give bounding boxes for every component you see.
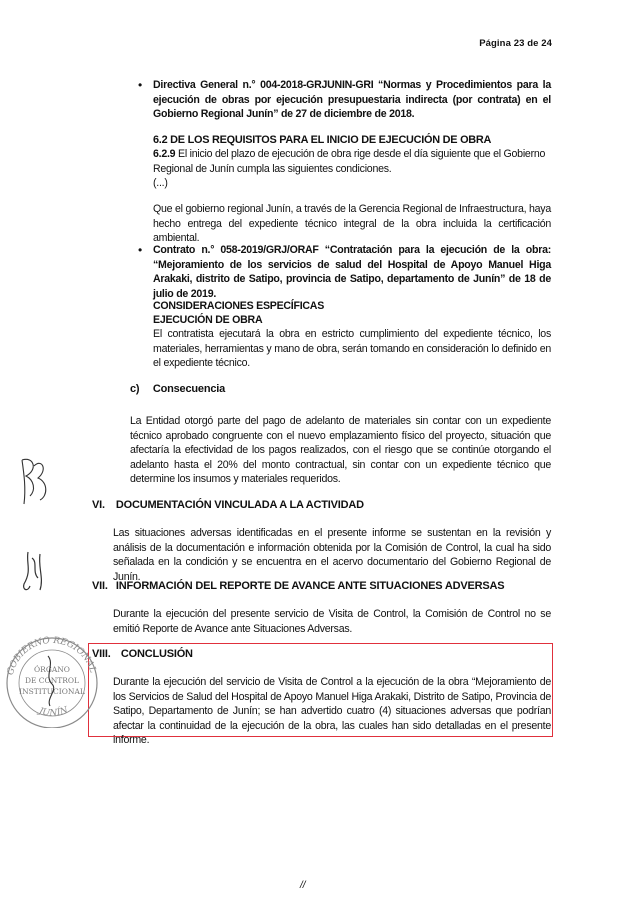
- section-viii-heading: [92, 648, 193, 660]
- section-vi-number: VI.: [92, 499, 105, 511]
- execution-text: El contratista ejecutará la obra en estricto cumplimiento del expediente técnico, los materiales, herramientas y mano de obra, serán tomando en consideración lo definido en el expediente técnico.: [153, 328, 551, 369]
- consecuencia-text: La Entidad otorgó parte del pago de adelanto de materiales sin contar con un expediente técnico aprobado congruente con el nuevo emplazamiento físico del proyecto, situación que afectaría la efectividad de los pagos realizados, con el riesgo que se continúe otorgando el adelanto hasta el 20% del monto contractual, sin contar con un expediente técnico que determine los insumos y materiales requeridos.: [130, 415, 551, 485]
- section-vii-text: Durante la ejecución del presente servicio de Visita de Control, la Comisión de Control no se emitió Reporte de Avance ante Situaciones Adversas.: [113, 608, 551, 635]
- section-vii-number: VII.: [92, 580, 108, 592]
- seal-ring-top: GOBIERNO REGIONAL: [5, 635, 98, 677]
- consecuencia-heading: [130, 383, 225, 395]
- seal-line-2: DE CONTROL: [24, 676, 80, 685]
- directiva-item-number: 6.2.9: [153, 148, 176, 160]
- section-vii-title: INFORMACIÓN DEL REPORTE DE AVANCE ANTE SITUACIONES ADVERSAS: [115, 580, 505, 592]
- consecuencia-title: Consecuencia: [152, 383, 226, 395]
- seal-ring-bottom: JUNÍN: [37, 705, 70, 719]
- directiva-item: [153, 147, 551, 176]
- considerations-title: CONSIDERACIONES ESPECÍFICAS: [153, 300, 325, 312]
- directiva-note: Que el gobierno regional Junín, a través de la Gerencia Regional de Infraestructura, haya hecho entrega del expediente técnico integral de la obra incluida la certificación ambiental.: [153, 203, 551, 244]
- institutional-seal: [0, 628, 100, 728]
- directiva-item-text: El inicio del plazo de ejecución de obra rige desde el día siguiente que el Gobierno Regional de Junín cumpla las siguientes condiciones.: [153, 148, 546, 175]
- handwritten-initials-1: [14, 452, 54, 510]
- section-vi-text: Las situaciones adversas identificadas en el presente informe se sustentan en la revisión y análisis de la documentación e información obtenida por la Comisión de Control, la cual ha sido señalada en la condición y se encuentra en el acervo documentario del Gobierno Regional de Junín.: [113, 527, 551, 583]
- directiva-text: Directiva General n.° 004-2018-GRJUNIN-GRI “Normas y Procedimientos para la ejecución de obras por ejecución presupuestaria indirecta (por contrata) en el Gobierno Regional Junín” de 27 de diciembre de 2018.: [153, 79, 551, 120]
- section-viii-text: Durante la ejecución del servicio de Visita de Control a la ejecución de la obra “Mejoramiento de los Servicios de Salud del Hospital de Apoyo Manuel Higa Arakaki, Distrito de Satipo, Provincia de Satipo, Departamento de Junín; se han advertido cuatro (4) situaciones adversas que podrían afectar la continuidad de la ejecución de la obra, las cuales han sido detalladas en el presente informe.: [113, 676, 551, 746]
- execution-title: EJECUCIÓN DE OBRA: [153, 314, 263, 326]
- section-viii-number: VIII.: [92, 648, 111, 660]
- section-vii-heading: [92, 580, 504, 592]
- section-viii-title: CONCLUSIÓN: [120, 648, 193, 660]
- section-vi-title: DOCUMENTACIÓN VINCULADA A LA ACTIVIDAD: [115, 499, 364, 511]
- seal-line-1: ÓRGANO: [34, 665, 70, 674]
- footer-mark: //: [300, 880, 306, 891]
- directiva-ellipsis: (...): [153, 177, 168, 189]
- bullet-directiva: •: [138, 78, 143, 92]
- page-number: Página 23 de 24: [479, 38, 552, 49]
- consecuencia-label: c): [130, 383, 140, 395]
- bullet-contrato: •: [138, 243, 143, 257]
- handwritten-initials-2: [18, 548, 48, 596]
- directiva-section-title: 6.2 DE LOS REQUISITOS PARA EL INICIO DE EJECUCIÓN DE OBRA: [153, 134, 492, 146]
- contrato-text: Contrato n.° 058-2019/GRJ/ORAF “Contratación para la ejecución de la obra: “Mejoramiento de los servicios de salud del Hospital de Apoyo Manuel Higa Arakaki, distrito de Satipo, provincia de Satipo, departamento de Junín” de 18 de julio de 2019.: [153, 244, 551, 300]
- seal-line-3: INSTITUCIONAL: [19, 687, 85, 696]
- section-vi-heading: [92, 499, 364, 511]
